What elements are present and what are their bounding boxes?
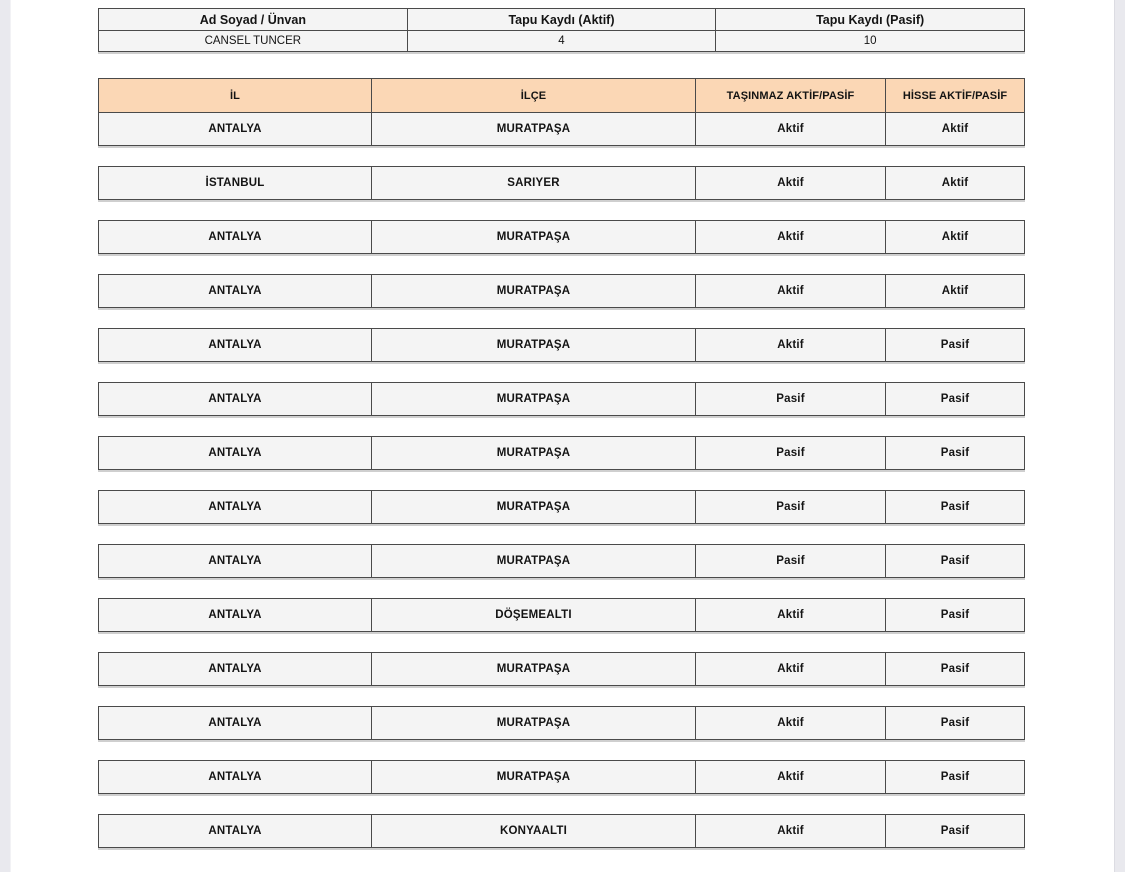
records-header-row [99, 79, 1024, 113]
record-cell-ilce: MURATPAŞA [371, 275, 695, 307]
records-table [98, 78, 1025, 848]
record-cell-ilce: MURATPAŞA [371, 707, 695, 739]
record-row [99, 761, 1024, 793]
record-cell-tasinmaz: Pasif [695, 491, 885, 523]
record-cell-il: ANTALYA [208, 663, 262, 675]
record-cell-il: ANTALYA [208, 231, 262, 243]
record-cell-tasinmaz: Aktif [695, 815, 885, 847]
record-cell-ilce: MURATPAŞA [371, 221, 695, 253]
record-row-block [98, 220, 1025, 254]
record-cell-hisse: Pasif [885, 599, 1024, 631]
record-row [99, 599, 1024, 631]
record-cell-tasinmaz: Aktif [695, 221, 885, 253]
record-row [99, 113, 1024, 145]
record-row-block [98, 166, 1025, 200]
record-row [99, 221, 1024, 253]
summary-table [98, 8, 1025, 52]
record-cell-il: ANTALYA [208, 501, 262, 513]
record-cell-il: İSTANBUL [205, 177, 265, 189]
record-cell-il: ANTALYA [208, 825, 262, 837]
record-cell-hisse: Aktif [885, 221, 1024, 253]
record-cell-hisse: Pasif [885, 545, 1024, 577]
record-row-block [98, 652, 1025, 686]
record-cell-tasinmaz: Aktif [695, 707, 885, 739]
record-cell-il: ANTALYA [208, 123, 262, 135]
summary-header-deed-passive: Tapu Kaydı (Pasif) [716, 9, 1025, 31]
record-cell-ilce: MURATPAŞA [371, 491, 695, 523]
record-row-block [98, 814, 1025, 848]
record-row [99, 329, 1024, 361]
record-row [99, 545, 1024, 577]
record-row-block [98, 490, 1025, 524]
record-cell-tasinmaz: Aktif [695, 167, 885, 199]
record-cell-hisse: Pasif [885, 653, 1024, 685]
records-header-il: İL [230, 89, 240, 102]
record-cell-tasinmaz: Pasif [695, 383, 885, 415]
record-row-block [98, 544, 1025, 578]
record-cell-hisse: Pasif [885, 329, 1024, 361]
summary-value-row [99, 31, 1025, 52]
records-header-ilce: İLÇE [371, 79, 695, 112]
records-header-block [98, 78, 1025, 146]
record-cell-il: ANTALYA [208, 609, 262, 621]
record-cell-hisse: Pasif [885, 707, 1024, 739]
record-cell-tasinmaz: Pasif [695, 545, 885, 577]
summary-header-row [99, 9, 1025, 31]
record-row [99, 491, 1024, 523]
record-row [99, 167, 1024, 199]
records-header-hisse: HİSSE AKTİF/PASİF [885, 79, 1024, 112]
record-cell-ilce: KONYAALTI [371, 815, 695, 847]
record-cell-il: ANTALYA [208, 393, 262, 405]
record-cell-ilce: MURATPAŞA [371, 329, 695, 361]
record-cell-tasinmaz: Aktif [695, 599, 885, 631]
record-cell-hisse: Aktif [885, 167, 1024, 199]
record-cell-ilce: MURATPAŞA [371, 437, 695, 469]
record-row-block [98, 436, 1025, 470]
record-row-block [98, 706, 1025, 740]
record-row [99, 815, 1024, 847]
record-cell-ilce: MURATPAŞA [371, 761, 695, 793]
record-cell-hisse: Pasif [885, 491, 1024, 523]
record-row-block [98, 274, 1025, 308]
records-header-tasinmaz: TAŞINMAZ AKTİF/PASİF [695, 79, 885, 112]
record-cell-il: ANTALYA [208, 555, 262, 567]
record-cell-ilce: MURATPAŞA [371, 383, 695, 415]
record-row [99, 437, 1024, 469]
summary-value-deed-passive: 10 [716, 31, 1025, 52]
page-left-edge [0, 0, 11, 872]
summary-value-name: CANSEL TUNCER [99, 31, 408, 52]
record-cell-hisse: Pasif [885, 383, 1024, 415]
record-row [99, 707, 1024, 739]
record-cell-hisse: Aktif [885, 275, 1024, 307]
record-row [99, 383, 1024, 415]
record-row-block [98, 382, 1025, 416]
record-cell-il: ANTALYA [208, 771, 262, 783]
record-cell-tasinmaz: Pasif [695, 437, 885, 469]
record-cell-tasinmaz: Aktif [695, 761, 885, 793]
record-cell-il: ANTALYA [208, 717, 262, 729]
record-row-block [98, 328, 1025, 362]
record-cell-tasinmaz: Aktif [695, 275, 885, 307]
record-cell-ilce: MURATPAŞA [371, 545, 695, 577]
record-cell-tasinmaz: Aktif [695, 653, 885, 685]
record-cell-hisse: Pasif [885, 815, 1024, 847]
summary-value-deed-active: 4 [407, 31, 716, 52]
record-cell-ilce: MURATPAŞA [371, 113, 695, 145]
record-row [99, 653, 1024, 685]
summary-header-name: Ad Soyad / Ünvan [99, 9, 408, 31]
page-right-edge [1114, 0, 1125, 872]
record-cell-hisse: Aktif [885, 113, 1024, 145]
summary-header-deed-active: Tapu Kaydı (Aktif) [407, 9, 716, 31]
record-cell-il: ANTALYA [208, 339, 262, 351]
record-cell-hisse: Pasif [885, 761, 1024, 793]
record-row-block [98, 760, 1025, 794]
record-row-block [98, 598, 1025, 632]
record-cell-tasinmaz: Aktif [695, 329, 885, 361]
document-content [98, 8, 1025, 848]
record-cell-il: ANTALYA [208, 447, 262, 459]
record-row [99, 275, 1024, 307]
record-cell-hisse: Pasif [885, 437, 1024, 469]
record-cell-tasinmaz: Aktif [695, 113, 885, 145]
record-cell-ilce: DÖŞEMEALTI [371, 599, 695, 631]
record-cell-ilce: MURATPAŞA [371, 653, 695, 685]
record-cell-il: ANTALYA [208, 285, 262, 297]
record-cell-ilce: SARIYER [371, 167, 695, 199]
